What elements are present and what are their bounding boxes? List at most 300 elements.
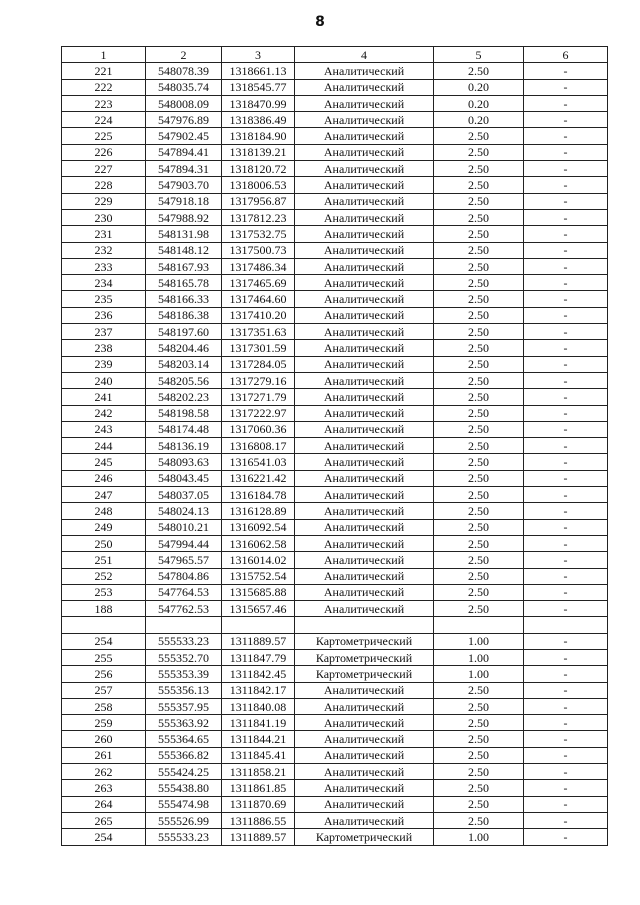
note-cell: - — [524, 519, 608, 535]
y-coordinate-cell — [222, 617, 295, 633]
precision-cell: 2.50 — [434, 764, 524, 780]
note-cell: - — [524, 812, 608, 828]
y-coordinate-cell: 1315685.88 — [222, 584, 295, 600]
x-coordinate-cell: 548205.56 — [146, 372, 222, 388]
point-number-cell: 239 — [62, 356, 146, 372]
method-cell: Картометрический — [295, 829, 434, 845]
y-coordinate-cell: 1311886.55 — [222, 812, 295, 828]
y-coordinate-cell: 1318120.72 — [222, 161, 295, 177]
table-row — [62, 112, 608, 128]
x-coordinate-cell: 547965.57 — [146, 552, 222, 568]
method-cell: Аналитический — [295, 372, 434, 388]
x-coordinate-cell: 548198.58 — [146, 405, 222, 421]
y-coordinate-cell: 1317060.36 — [222, 421, 295, 437]
point-number-cell: 257 — [62, 682, 146, 698]
table-row — [62, 747, 608, 763]
y-coordinate-cell: 1317271.79 — [222, 389, 295, 405]
method-cell: Аналитический — [295, 324, 434, 340]
note-cell: - — [524, 421, 608, 437]
method-cell: Картометрический — [295, 666, 434, 682]
point-number-cell: 260 — [62, 731, 146, 747]
y-coordinate-cell: 1311861.85 — [222, 780, 295, 796]
point-number-cell: 259 — [62, 715, 146, 731]
table-row — [62, 356, 608, 372]
note-cell: - — [524, 307, 608, 323]
method-cell — [295, 617, 434, 633]
x-coordinate-cell: 547804.86 — [146, 568, 222, 584]
x-coordinate-cell: 555533.23 — [146, 633, 222, 649]
precision-cell: 2.50 — [434, 242, 524, 258]
x-coordinate-cell: 548202.23 — [146, 389, 222, 405]
method-cell: Аналитический — [295, 242, 434, 258]
table-row — [62, 258, 608, 274]
method-cell: Аналитический — [295, 275, 434, 291]
method-cell: Аналитический — [295, 79, 434, 95]
precision-cell: 2.50 — [434, 568, 524, 584]
note-cell: - — [524, 829, 608, 845]
x-coordinate-cell: 548148.12 — [146, 242, 222, 258]
point-number-cell: 241 — [62, 389, 146, 405]
precision-cell: 2.50 — [434, 258, 524, 274]
note-cell: - — [524, 226, 608, 242]
x-coordinate-cell: 547762.53 — [146, 601, 222, 617]
method-cell: Аналитический — [295, 438, 434, 454]
table-row — [62, 698, 608, 714]
x-coordinate-cell: 548203.14 — [146, 356, 222, 372]
point-number-cell: 255 — [62, 649, 146, 665]
precision-cell: 2.50 — [434, 421, 524, 437]
table-row — [62, 307, 608, 323]
point-number-cell: 225 — [62, 128, 146, 144]
table-row — [62, 503, 608, 519]
point-number-cell: 261 — [62, 747, 146, 763]
table-row — [62, 161, 608, 177]
table-row — [62, 535, 608, 551]
method-cell: Аналитический — [295, 568, 434, 584]
note-cell: - — [524, 438, 608, 454]
table-row — [62, 177, 608, 193]
note-cell: - — [524, 405, 608, 421]
precision-cell: 2.50 — [434, 470, 524, 486]
precision-cell: 2.50 — [434, 372, 524, 388]
note-cell: - — [524, 63, 608, 79]
method-cell: Аналитический — [295, 812, 434, 828]
method-cell: Аналитический — [295, 389, 434, 405]
precision-cell: 2.50 — [434, 503, 524, 519]
y-coordinate-cell: 1311889.57 — [222, 633, 295, 649]
x-coordinate-cell: 555364.65 — [146, 731, 222, 747]
point-number-cell: 264 — [62, 796, 146, 812]
point-number-cell: 238 — [62, 340, 146, 356]
y-coordinate-cell: 1317284.05 — [222, 356, 295, 372]
table-row — [62, 829, 608, 845]
precision-cell: 2.50 — [434, 552, 524, 568]
precision-cell: 0.20 — [434, 95, 524, 111]
note-cell: - — [524, 601, 608, 617]
point-number-cell: 237 — [62, 324, 146, 340]
note-cell: - — [524, 780, 608, 796]
note-cell: - — [524, 796, 608, 812]
table-row — [62, 128, 608, 144]
x-coordinate-cell: 548008.09 — [146, 95, 222, 111]
y-coordinate-cell: 1311847.79 — [222, 649, 295, 665]
y-coordinate-cell: 1317956.87 — [222, 193, 295, 209]
note-cell: - — [524, 568, 608, 584]
x-coordinate-cell: 547903.70 — [146, 177, 222, 193]
y-coordinate-cell: 1316808.17 — [222, 438, 295, 454]
precision-cell: 2.50 — [434, 356, 524, 372]
x-coordinate-cell: 548035.74 — [146, 79, 222, 95]
precision-cell: 2.50 — [434, 682, 524, 698]
method-cell: Аналитический — [295, 682, 434, 698]
note-cell: - — [524, 258, 608, 274]
note-cell: - — [524, 666, 608, 682]
table-row — [62, 764, 608, 780]
method-cell: Аналитический — [295, 340, 434, 356]
table-row — [62, 389, 608, 405]
method-cell: Аналитический — [295, 698, 434, 714]
note-cell: - — [524, 112, 608, 128]
precision-cell: 2.50 — [434, 161, 524, 177]
note-cell: - — [524, 340, 608, 356]
x-coordinate-cell: 548010.21 — [146, 519, 222, 535]
precision-cell: 2.50 — [434, 389, 524, 405]
x-coordinate-cell: 547976.89 — [146, 112, 222, 128]
point-number-cell: 227 — [62, 161, 146, 177]
note-cell: - — [524, 128, 608, 144]
method-cell: Аналитический — [295, 796, 434, 812]
precision-cell: 2.50 — [434, 275, 524, 291]
method-cell: Аналитический — [295, 177, 434, 193]
x-coordinate-cell: 548131.98 — [146, 226, 222, 242]
method-cell: Аналитический — [295, 715, 434, 731]
table-row — [62, 275, 608, 291]
note-cell: - — [524, 698, 608, 714]
y-coordinate-cell: 1315657.46 — [222, 601, 295, 617]
x-coordinate-cell: 547988.92 — [146, 209, 222, 225]
x-coordinate-cell: 555474.98 — [146, 796, 222, 812]
note-cell: - — [524, 731, 608, 747]
y-coordinate-cell: 1318139.21 — [222, 144, 295, 160]
precision-cell: 2.50 — [434, 731, 524, 747]
table-row — [62, 470, 608, 486]
table-row — [62, 584, 608, 600]
precision-cell: 2.50 — [434, 519, 524, 535]
x-coordinate-cell: 555526.99 — [146, 812, 222, 828]
table-row — [62, 796, 608, 812]
note-cell — [524, 617, 608, 633]
point-number-cell: 232 — [62, 242, 146, 258]
method-cell: Картометрический — [295, 649, 434, 665]
precision-cell: 2.50 — [434, 454, 524, 470]
table-row — [62, 682, 608, 698]
point-number-cell: 188 — [62, 601, 146, 617]
method-cell: Аналитический — [295, 584, 434, 600]
x-coordinate-cell: 548078.39 — [146, 63, 222, 79]
x-coordinate-cell: 548037.05 — [146, 487, 222, 503]
y-coordinate-cell: 1318661.13 — [222, 63, 295, 79]
precision-cell: 1.00 — [434, 633, 524, 649]
y-coordinate-cell: 1318470.99 — [222, 95, 295, 111]
method-cell: Аналитический — [295, 112, 434, 128]
x-coordinate-cell: 548136.19 — [146, 438, 222, 454]
table-row — [62, 79, 608, 95]
y-coordinate-cell: 1311840.08 — [222, 698, 295, 714]
point-number-cell: 228 — [62, 177, 146, 193]
table-row — [62, 372, 608, 388]
note-cell: - — [524, 633, 608, 649]
y-coordinate-cell: 1317812.23 — [222, 209, 295, 225]
point-number-cell: 258 — [62, 698, 146, 714]
table-row — [62, 242, 608, 258]
y-coordinate-cell: 1311858.21 — [222, 764, 295, 780]
x-coordinate-cell: 548166.33 — [146, 291, 222, 307]
precision-cell — [434, 617, 524, 633]
x-coordinate-cell: 555424.25 — [146, 764, 222, 780]
column-header: 4 — [295, 47, 434, 63]
method-cell: Аналитический — [295, 356, 434, 372]
point-number-cell: 247 — [62, 487, 146, 503]
point-number-cell: 249 — [62, 519, 146, 535]
x-coordinate-cell: 548204.46 — [146, 340, 222, 356]
precision-cell: 2.50 — [434, 438, 524, 454]
table-row — [62, 209, 608, 225]
precision-cell: 2.50 — [434, 487, 524, 503]
point-number-cell: 245 — [62, 454, 146, 470]
x-coordinate-cell: 547894.41 — [146, 144, 222, 160]
point-number-cell: 224 — [62, 112, 146, 128]
column-header: 3 — [222, 47, 295, 63]
column-header: 2 — [146, 47, 222, 63]
note-cell: - — [524, 715, 608, 731]
method-cell: Аналитический — [295, 764, 434, 780]
point-number-cell: 243 — [62, 421, 146, 437]
point-number-cell: 235 — [62, 291, 146, 307]
y-coordinate-cell: 1316221.42 — [222, 470, 295, 486]
method-cell: Аналитический — [295, 291, 434, 307]
method-cell: Картометрический — [295, 633, 434, 649]
x-coordinate-cell: 555353.39 — [146, 666, 222, 682]
method-cell: Аналитический — [295, 128, 434, 144]
point-number-cell: 221 — [62, 63, 146, 79]
table-row — [62, 95, 608, 111]
x-coordinate-cell: 547994.44 — [146, 535, 222, 551]
method-cell: Аналитический — [295, 405, 434, 421]
x-coordinate-cell: 555357.95 — [146, 698, 222, 714]
point-number-cell: 240 — [62, 372, 146, 388]
note-cell: - — [524, 487, 608, 503]
x-coordinate-cell: 548197.60 — [146, 324, 222, 340]
y-coordinate-cell: 1316092.54 — [222, 519, 295, 535]
y-coordinate-cell: 1316062.58 — [222, 535, 295, 551]
note-cell: - — [524, 682, 608, 698]
y-coordinate-cell: 1317465.69 — [222, 275, 295, 291]
x-coordinate-cell: 555363.92 — [146, 715, 222, 731]
method-cell: Аналитический — [295, 421, 434, 437]
precision-cell: 0.20 — [434, 112, 524, 128]
note-cell: - — [524, 291, 608, 307]
y-coordinate-cell: 1311889.57 — [222, 829, 295, 845]
precision-cell: 2.50 — [434, 291, 524, 307]
precision-cell: 2.50 — [434, 715, 524, 731]
point-number-cell: 234 — [62, 275, 146, 291]
x-coordinate-cell: 548165.78 — [146, 275, 222, 291]
method-cell: Аналитический — [295, 193, 434, 209]
method-cell: Аналитический — [295, 535, 434, 551]
point-number-cell: 236 — [62, 307, 146, 323]
y-coordinate-cell: 1317410.20 — [222, 307, 295, 323]
table-row — [62, 552, 608, 568]
method-cell: Аналитический — [295, 601, 434, 617]
note-cell: - — [524, 552, 608, 568]
table-row — [62, 454, 608, 470]
method-cell: Аналитический — [295, 144, 434, 160]
table-row — [62, 519, 608, 535]
note-cell: - — [524, 649, 608, 665]
coordinates-table — [61, 46, 608, 846]
precision-cell: 2.50 — [434, 307, 524, 323]
y-coordinate-cell: 1311842.45 — [222, 666, 295, 682]
note-cell: - — [524, 372, 608, 388]
y-coordinate-cell: 1316128.89 — [222, 503, 295, 519]
note-cell: - — [524, 764, 608, 780]
point-number-cell: 252 — [62, 568, 146, 584]
point-number-cell: 229 — [62, 193, 146, 209]
y-coordinate-cell: 1317486.34 — [222, 258, 295, 274]
method-cell: Аналитический — [295, 552, 434, 568]
precision-cell: 2.50 — [434, 698, 524, 714]
table-row — [62, 601, 608, 617]
precision-cell: 2.50 — [434, 63, 524, 79]
note-cell: - — [524, 242, 608, 258]
precision-cell: 2.50 — [434, 177, 524, 193]
precision-cell: 2.50 — [434, 812, 524, 828]
precision-cell: 2.50 — [434, 144, 524, 160]
note-cell: - — [524, 470, 608, 486]
precision-cell: 2.50 — [434, 584, 524, 600]
method-cell: Аналитический — [295, 503, 434, 519]
table-header-row — [62, 47, 608, 63]
table-row — [62, 731, 608, 747]
y-coordinate-cell: 1317351.63 — [222, 324, 295, 340]
y-coordinate-cell: 1311845.41 — [222, 747, 295, 763]
note-cell: - — [524, 95, 608, 111]
table-row — [62, 568, 608, 584]
y-coordinate-cell: 1315752.54 — [222, 568, 295, 584]
table-row — [62, 633, 608, 649]
column-header: 6 — [524, 47, 608, 63]
x-coordinate-cell: 555356.13 — [146, 682, 222, 698]
precision-cell: 1.00 — [434, 829, 524, 845]
method-cell: Аналитический — [295, 209, 434, 225]
y-coordinate-cell: 1311844.21 — [222, 731, 295, 747]
x-coordinate-cell: 547918.18 — [146, 193, 222, 209]
note-cell: - — [524, 161, 608, 177]
precision-cell: 2.50 — [434, 193, 524, 209]
precision-cell: 2.50 — [434, 780, 524, 796]
table-row — [62, 291, 608, 307]
table-row — [62, 780, 608, 796]
method-cell: Аналитический — [295, 780, 434, 796]
y-coordinate-cell: 1317279.16 — [222, 372, 295, 388]
point-number-cell: 226 — [62, 144, 146, 160]
point-number-cell: 222 — [62, 79, 146, 95]
method-cell: Аналитический — [295, 258, 434, 274]
note-cell: - — [524, 535, 608, 551]
point-number-cell: 230 — [62, 209, 146, 225]
note-cell: - — [524, 79, 608, 95]
table-row — [62, 226, 608, 242]
method-cell: Аналитический — [295, 454, 434, 470]
note-cell: - — [524, 747, 608, 763]
point-number-cell: 256 — [62, 666, 146, 682]
note-cell: - — [524, 324, 608, 340]
table-row — [62, 617, 608, 633]
y-coordinate-cell: 1318545.77 — [222, 79, 295, 95]
precision-cell: 2.50 — [434, 340, 524, 356]
table-row — [62, 63, 608, 79]
table-row — [62, 812, 608, 828]
method-cell: Аналитический — [295, 731, 434, 747]
table-row — [62, 193, 608, 209]
precision-cell: 2.50 — [434, 324, 524, 340]
y-coordinate-cell: 1317301.59 — [222, 340, 295, 356]
note-cell: - — [524, 584, 608, 600]
point-number-cell: 251 — [62, 552, 146, 568]
precision-cell: 2.50 — [434, 226, 524, 242]
note-cell: - — [524, 275, 608, 291]
method-cell: Аналитический — [295, 161, 434, 177]
table-body — [62, 63, 608, 845]
method-cell: Аналитический — [295, 95, 434, 111]
point-number-cell: 248 — [62, 503, 146, 519]
point-number-cell: 254 — [62, 829, 146, 845]
x-coordinate-cell: 555533.23 — [146, 829, 222, 845]
x-coordinate-cell: 548174.48 — [146, 421, 222, 437]
x-coordinate-cell: 555438.80 — [146, 780, 222, 796]
y-coordinate-cell: 1316541.03 — [222, 454, 295, 470]
y-coordinate-cell: 1316014.02 — [222, 552, 295, 568]
method-cell: Аналитический — [295, 63, 434, 79]
y-coordinate-cell: 1317532.75 — [222, 226, 295, 242]
table-row — [62, 715, 608, 731]
point-number-cell: 262 — [62, 764, 146, 780]
y-coordinate-cell: 1318006.53 — [222, 177, 295, 193]
table-row — [62, 666, 608, 682]
y-coordinate-cell: 1311870.69 — [222, 796, 295, 812]
point-number-cell: 253 — [62, 584, 146, 600]
y-coordinate-cell: 1317222.97 — [222, 405, 295, 421]
point-number-cell — [62, 617, 146, 633]
point-number-cell: 231 — [62, 226, 146, 242]
precision-cell: 2.50 — [434, 128, 524, 144]
point-number-cell: 242 — [62, 405, 146, 421]
note-cell: - — [524, 356, 608, 372]
note-cell: - — [524, 177, 608, 193]
note-cell: - — [524, 503, 608, 519]
column-header: 1 — [62, 47, 146, 63]
y-coordinate-cell: 1317500.73 — [222, 242, 295, 258]
x-coordinate-cell: 547894.31 — [146, 161, 222, 177]
x-coordinate-cell — [146, 617, 222, 633]
precision-cell: 2.50 — [434, 405, 524, 421]
precision-cell: 2.50 — [434, 601, 524, 617]
x-coordinate-cell: 547902.45 — [146, 128, 222, 144]
x-coordinate-cell: 548186.38 — [146, 307, 222, 323]
table-row — [62, 340, 608, 356]
method-cell: Аналитический — [295, 519, 434, 535]
precision-cell: 1.00 — [434, 666, 524, 682]
